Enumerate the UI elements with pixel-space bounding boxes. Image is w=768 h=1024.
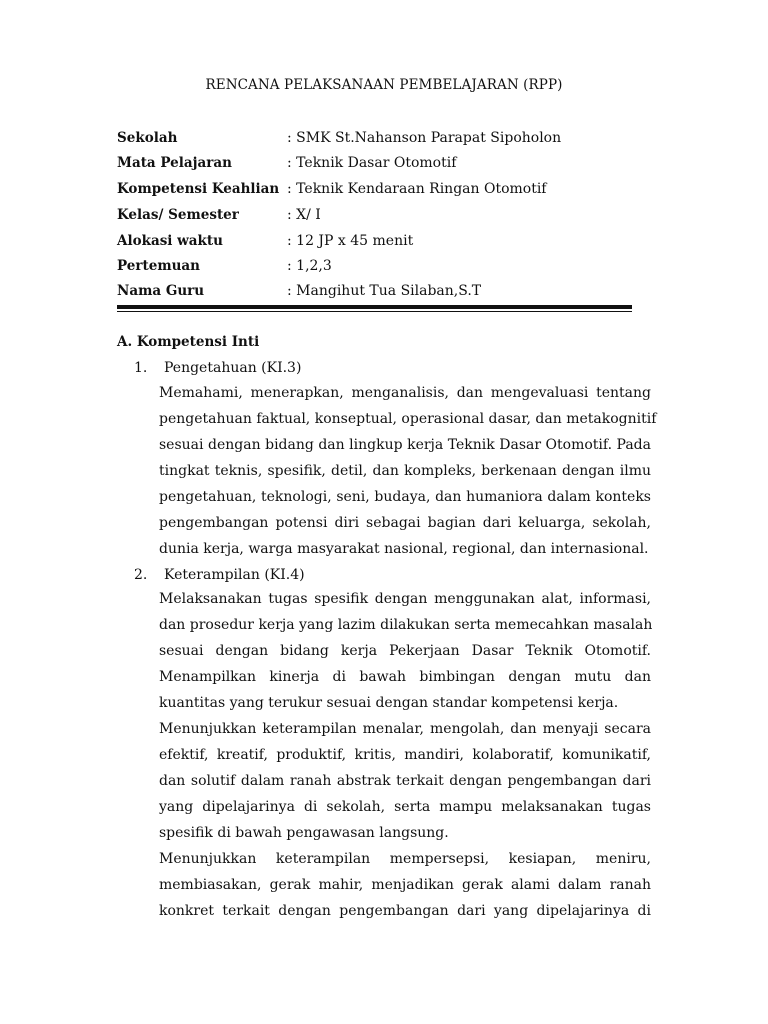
- paragraph-line: Menunjukkan keterampilan mempersepsi, kesiapan, meniru,: [159, 851, 651, 867]
- paragraph-line: tingkat teknis, spesifik, detil, dan kompleks, berkenaan dengan ilmu: [159, 463, 651, 479]
- info-row-kelas-semester: [117, 205, 637, 225]
- header-divider-thick: [117, 305, 632, 309]
- paragraph-line: yang dipelajarinya di sekolah, serta mampu melaksanakan tugas: [159, 799, 651, 815]
- paragraph-line: efektif, kreatif, produktif, kritis, mandiri, kolaboratif, komunikatif,: [159, 747, 651, 763]
- info-row-pertemuan: [117, 256, 637, 276]
- paragraph-line: Melaksanakan tugas spesifik dengan menggunakan alat, informasi,: [159, 591, 651, 607]
- info-value: : 12 JP x 45 menit: [287, 233, 414, 249]
- info-row-kompetensi-keahlian: [117, 179, 637, 199]
- paragraph-line: dunia kerja, warga masyarakat nasional, regional, dan internasional.: [159, 541, 649, 557]
- info-label: Alokasi waktu: [117, 233, 223, 249]
- header-divider-thin: [117, 311, 632, 312]
- paragraph-line: pengembangan potensi diri sebagai bagian dari keluarga, sekolah,: [159, 515, 651, 531]
- paragraph-line: dan prosedur kerja yang lazim dilakukan serta memecahkan masalah: [159, 617, 653, 633]
- paragraph-line: konkret terkait dengan pengembangan dari yang dipelajarinya di: [159, 903, 651, 919]
- paragraph-line: sesuai dengan bidang kerja Pekerjaan Dasar Teknik Otomotif.: [159, 643, 651, 659]
- info-row-sekolah: [117, 128, 637, 148]
- item-number: 2.: [134, 567, 148, 583]
- info-row-mata-pelajaran: [117, 153, 637, 173]
- info-label: Kelas/ Semester: [117, 207, 239, 223]
- item-heading-pengetahuan: [134, 358, 301, 378]
- info-value: : SMK St.Nahanson Parapat Sipoholon: [287, 130, 562, 146]
- info-label: Nama Guru: [117, 283, 205, 299]
- paragraph-line: pengetahuan, teknologi, seni, budaya, dan humaniora dalam konteks: [159, 489, 651, 505]
- document-title: RENCANA PELAKSANAAN PEMBELAJARAN (RPP): [205, 77, 563, 93]
- paragraph-line: Menampilkan kinerja di bawah bimbingan dengan mutu dan: [159, 669, 651, 685]
- paragraph-line: Menunjukkan keterampilan menalar, mengolah, dan menyaji secara: [159, 721, 651, 737]
- section-heading-kompetensi-inti: A. Kompetensi Inti: [117, 334, 260, 350]
- item-number: 1.: [134, 360, 148, 376]
- item-heading-keterampilan: [134, 565, 305, 585]
- info-value: : Mangihut Tua Silaban,S.T: [287, 283, 482, 299]
- paragraph-line: Memahami, menerapkan, menganalisis, dan mengevaluasi tentang: [159, 385, 651, 401]
- paragraph-line: membiasakan, gerak mahir, menjadikan gerak alami dalam ranah: [159, 877, 651, 893]
- paragraph-pengetahuan: [159, 380, 657, 562]
- paragraph-line: kuantitas yang terukur sesuai dengan standar kompetensi kerja.: [159, 695, 619, 711]
- info-value: : Teknik Dasar Otomotif: [287, 155, 457, 171]
- paragraph-line: pengetahuan faktual, konseptual, operasional dasar, dan metakognitif: [159, 411, 657, 427]
- info-value: : Teknik Kendaraan Ringan Otomotif: [287, 181, 547, 197]
- info-row-alokasi-waktu: [117, 231, 637, 251]
- info-value: : 1,2,3: [287, 258, 332, 274]
- paragraph-keterampilan-3: [159, 846, 651, 924]
- info-label: Mata Pelajaran: [117, 155, 232, 171]
- paragraph-line: spesifik di bawah pengawasan langsung.: [159, 825, 449, 841]
- info-value: : X/ I: [287, 207, 321, 223]
- item-title: Pengetahuan (KI.3): [164, 360, 302, 376]
- paragraph-line: dan solutif dalam ranah abstrak terkait dengan pengembangan dari: [159, 773, 651, 789]
- info-label: Kompetensi Keahlian: [117, 181, 280, 197]
- info-label: Pertemuan: [117, 258, 200, 274]
- paragraph-keterampilan-1: [159, 586, 651, 716]
- paragraph-line: sesuai dengan bidang dan lingkup kerja Teknik Dasar Otomotif. Pada: [159, 437, 651, 453]
- info-label: Sekolah: [117, 130, 178, 146]
- paragraph-keterampilan-2: [159, 716, 651, 846]
- info-row-nama-guru: [117, 281, 637, 301]
- item-title: Keterampilan (KI.4): [164, 567, 305, 583]
